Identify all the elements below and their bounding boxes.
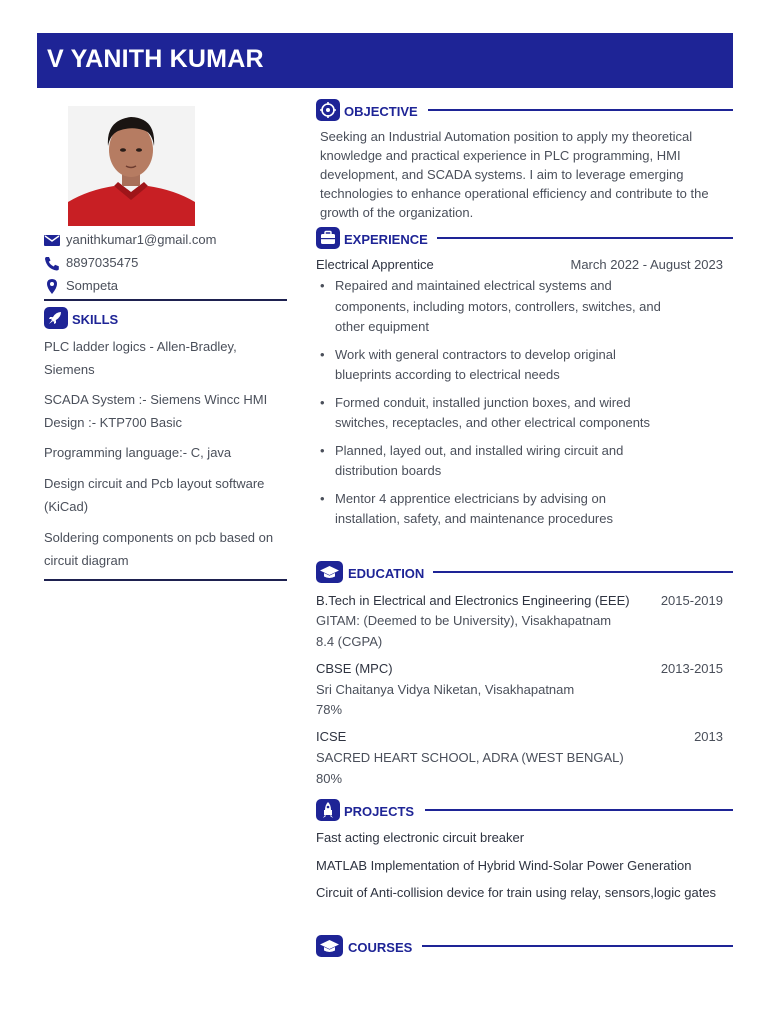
phone-icon: [44, 256, 60, 270]
education-score: 80%: [316, 771, 343, 786]
education-school: SACRED HEART SCHOOL, ADRA (WEST BENGAL): [316, 750, 624, 765]
project-item: Circuit of Anti-collision device for train using relay, sensors,logic gates: [316, 885, 717, 900]
graduation-cap-icon: [316, 935, 343, 957]
projects-heading-line: [425, 809, 733, 811]
experience-bullet: • Mentor 4 apprentice electricians by advising on installation, safety, and maintenance procedures: [316, 489, 666, 530]
location-text: Sompeta: [66, 278, 119, 293]
experience-bullet: • Formed conduit, installed junction boxes, and wired switches, receptacles, and other electrical components: [316, 393, 666, 434]
mail-icon: [44, 233, 60, 247]
experience-bullets: [316, 276, 666, 537]
projects-icon: [316, 799, 340, 821]
education-degree: B.Tech in Electrical and Electronics Engineering (EEE): [316, 593, 630, 608]
education-heading: EDUCATION: [348, 566, 425, 581]
skill-item: Design circuit and Pcb layout software (KiCad): [44, 476, 265, 514]
objective-heading-line: [428, 109, 733, 111]
education-years: 2013-2015: [660, 661, 723, 676]
job-dates: March 2022 - August 2023: [570, 257, 723, 272]
profile-photo: [68, 106, 195, 226]
project-item: MATLAB Implementation of Hybrid Wind-Solar Power Generation: [316, 858, 692, 873]
target-icon: [316, 99, 340, 121]
rocket-icon: [44, 307, 68, 329]
skill-item: PLC ladder logics - Allen-Bradley, Siemens: [44, 339, 237, 377]
projects-heading: PROJECTS: [344, 804, 415, 819]
phone-text: 8897035475: [66, 255, 139, 270]
skill-item: Soldering components on pcb based on circuit diagram: [44, 530, 274, 568]
education-score: 8.4 (CGPA): [316, 634, 383, 649]
education-score: 78%: [316, 702, 343, 717]
education-heading-line: [433, 571, 733, 573]
graduation-cap-icon: [316, 561, 343, 583]
courses-heading-line: [422, 945, 733, 947]
experience-heading-line: [437, 237, 733, 239]
candidate-name: V YANITH KUMAR: [47, 45, 264, 73]
briefcase-icon: [316, 227, 340, 249]
education-years: 2015-2019: [660, 593, 723, 608]
header-banner: [37, 33, 733, 88]
experience-bullet: • Planned, layed out, and installed wiring circuit and distribution boards: [316, 441, 666, 482]
experience-bullet: • Work with general contractors to develop original blueprints according to electrical needs: [316, 345, 666, 386]
objective-heading: OBJECTIVE: [344, 104, 418, 119]
experience-bullet: • Repaired and maintained electrical systems and components, including motors, controllers, switches, and other equipment: [316, 276, 666, 338]
email-text: yanithkumar1@gmail.com: [66, 232, 217, 247]
education-degree: ICSE: [316, 729, 347, 744]
objective-text: Seeking an Industrial Automation position to apply my theoretical knowledge and practical experience in PLC programming, HMI development, and SCADA systems. I aim to leverage emerging technologies to enhance operational efficiency and contribute to the growth of the organization.: [320, 129, 709, 220]
skills-divider: [44, 579, 287, 581]
education-years: 2013: [694, 729, 723, 744]
skill-item: SCADA System :- Siemens Wincc HMI Design :- KTP700 Basic: [44, 392, 268, 430]
contact-divider: [44, 299, 287, 301]
experience-heading: EXPERIENCE: [344, 232, 428, 247]
education-school: Sri Chaitanya Vidya Niketan, Visakhapatnam: [316, 682, 575, 697]
skills-heading: SKILLS: [72, 312, 119, 327]
location-pin-icon: [44, 279, 60, 293]
courses-heading: COURSES: [348, 940, 413, 955]
education-degree: CBSE (MPC): [316, 661, 393, 676]
skill-item: Programming language:- C, java: [44, 445, 232, 460]
education-school: GITAM: (Deemed to be University), Visakhapatnam: [316, 613, 612, 628]
job-title: Electrical Apprentice: [316, 257, 434, 272]
project-item: Fast acting electronic circuit breaker: [316, 830, 525, 845]
